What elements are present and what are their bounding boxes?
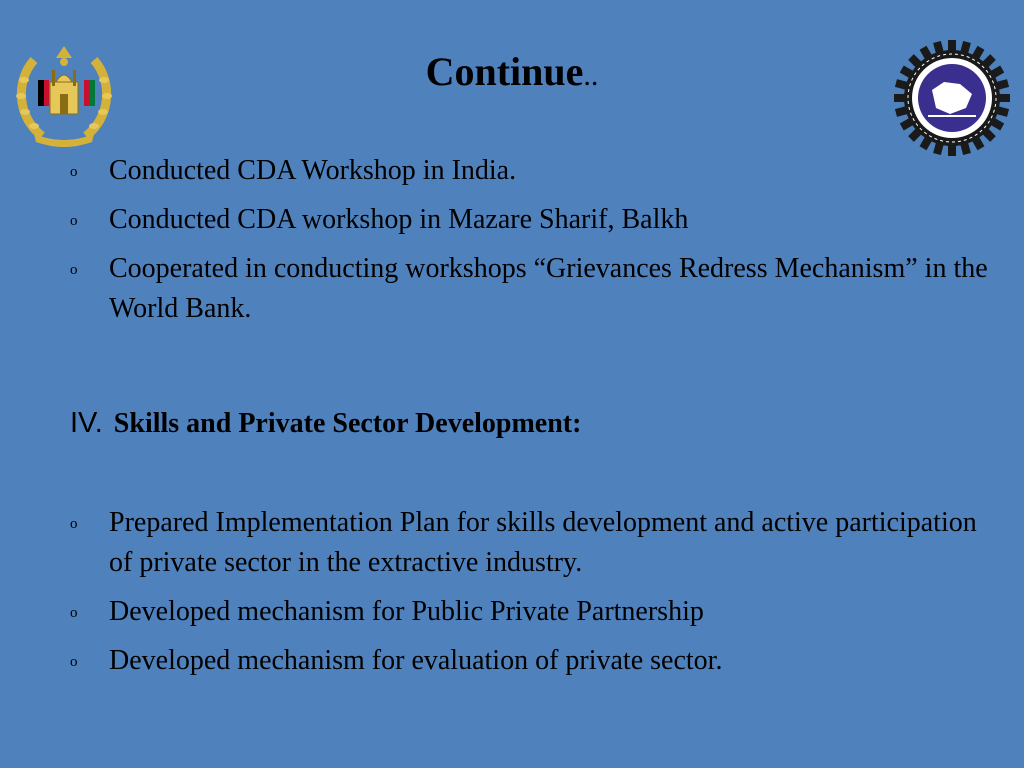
section-heading [70, 403, 581, 444]
slide-title-text: Continue [425, 49, 584, 94]
bullet-list-workshops [0, 151, 1024, 338]
bullet-marker: o [70, 262, 78, 278]
bullet-marker: o [70, 605, 78, 621]
list-item [0, 641, 1024, 681]
list-item [0, 151, 1024, 191]
list-item [0, 503, 1024, 583]
list-item-text: Developed mechanism for Public Private Partnership [109, 596, 704, 627]
bullet-marker: o [70, 213, 78, 229]
slide-title [0, 48, 1024, 100]
bullet-marker: o [70, 164, 78, 180]
list-item [0, 249, 1024, 329]
list-item-text: Conducted CDA Workshop in India. [109, 155, 517, 186]
section-heading-text: Skills and Private Sector Development: [113, 408, 582, 439]
list-item-text: Developed mechanism for evaluation of private sector. [109, 645, 723, 676]
list-item [0, 592, 1024, 632]
list-item [0, 200, 1024, 240]
section-number: IV. [70, 407, 103, 439]
slide-title-suffix: .. [583, 59, 599, 92]
list-item-text: Prepared Implementation Plan for skills development and active participation of private sector in the extractive industry. [109, 507, 977, 578]
bullet-list-private-sector [0, 503, 1024, 690]
bullet-marker: o [70, 654, 78, 670]
bullet-marker: o [70, 516, 78, 532]
list-item-text: Conducted CDA workshop in Mazare Sharif, Balkh [109, 204, 689, 235]
list-item-text: Cooperated in conducting workshops “Grievances Redress Mechanism” in the World Bank. [109, 253, 988, 324]
